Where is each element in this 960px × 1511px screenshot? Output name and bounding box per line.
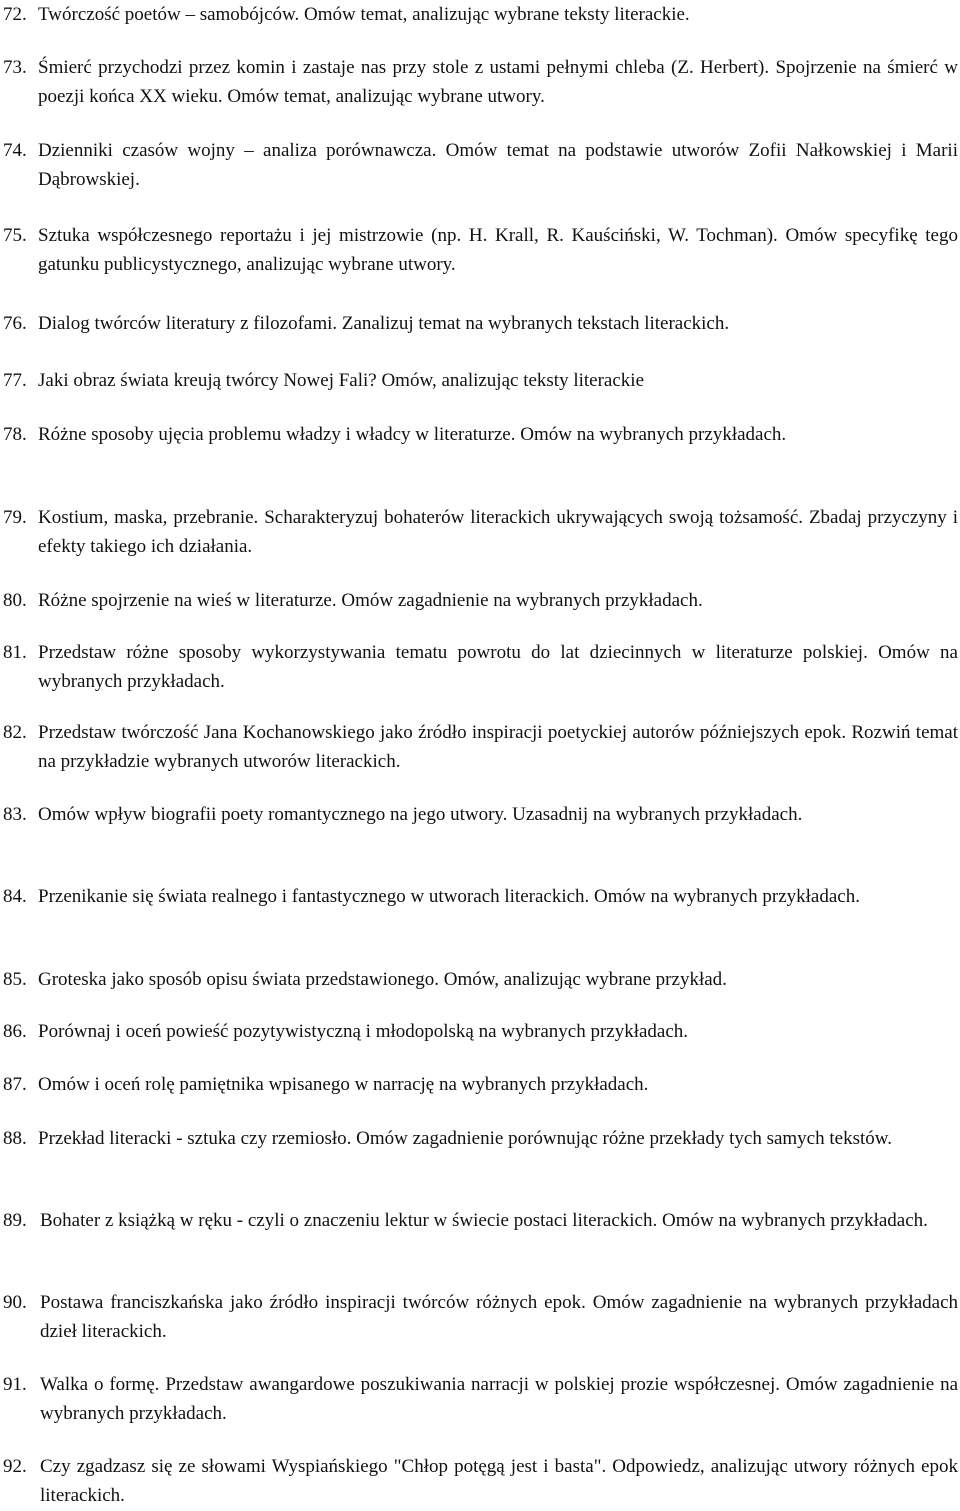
item-number: 73.: [3, 57, 27, 78]
item-number: 81.: [3, 642, 27, 663]
item-text: Jaki obraz świata kreują twórcy Nowej Fali? Omów, analizując teksty literackie: [38, 370, 645, 391]
list-item: [3, 366, 958, 395]
item-text: Różne sposoby ujęcia problemu władzy i władcy w literaturze. Omów na wybranych przykładach.: [38, 424, 787, 445]
list-item: [3, 638, 958, 696]
list-item: [3, 53, 958, 111]
item-number: 75.: [3, 225, 27, 246]
item-number: 87.: [3, 1074, 27, 1095]
list-item: [3, 420, 958, 449]
item-number: 79.: [3, 507, 27, 528]
item-number: 78.: [3, 424, 27, 445]
list-item: [3, 309, 958, 338]
list-item: [3, 882, 958, 911]
item-text: Śmierć przychodzi przez komin i zastaje nas przy stole z ustami pełnymi chleba (Z. Herbert). Spojrzenie na śmierć w poezji końca XX wieku. Omów temat, analizując wybrane utwory.: [38, 57, 958, 107]
item-number: 89.: [3, 1210, 27, 1231]
list-item: [3, 1452, 958, 1510]
item-text: Twórczość poetów – samobójców. Omów temat, analizując wybrane teksty literackie.: [38, 4, 690, 25]
item-text: Walka o formę. Przedstaw awangardowe poszukiwania narracji w polskiej prozie współczesnej. Omów zagadnienie na wybranych przykładach.: [40, 1374, 958, 1424]
item-number: 76.: [3, 313, 27, 334]
list-item: [3, 718, 958, 776]
item-text: Omów i oceń rolę pamiętnika wpisanego w narrację na wybranych przykładach.: [38, 1074, 649, 1095]
list-item: [3, 221, 958, 279]
item-number: 92.: [3, 1456, 27, 1477]
item-number: 84.: [3, 886, 27, 907]
item-number: 88.: [3, 1128, 27, 1149]
item-text: Czy zgadzasz się ze słowami Wyspiańskiego "Chłop potęgą jest i basta". Odpowiedz, analizując utwory różnych epok literackich.: [40, 1456, 958, 1506]
item-text: Bohater z książką w ręku - czyli o znaczeniu lektur w świecie postaci literackich. Omów na wybranych przykładach.: [40, 1210, 928, 1231]
item-number: 77.: [3, 370, 27, 391]
item-number: 80.: [3, 590, 27, 611]
item-text: Przekład literacki - sztuka czy rzemiosło. Omów zagadnienie porównując różne przekłady tych samych tekstów.: [38, 1128, 892, 1149]
list-item: [3, 800, 958, 829]
list-item: [3, 586, 958, 615]
item-text: Przenikanie się świata realnego i fantastycznego w utworach literackich. Omów na wybranych przykładach.: [38, 886, 860, 907]
list-item: [3, 136, 958, 194]
item-text: Groteska jako sposób opisu świata przedstawionego. Omów, analizując wybrane przykład.: [38, 969, 727, 990]
item-number: 74.: [3, 140, 27, 161]
list-item: [3, 1206, 958, 1235]
item-number: 90.: [3, 1292, 27, 1313]
item-number: 82.: [3, 722, 27, 743]
item-text: Dialog twórców literatury z filozofami. Zanalizuj temat na wybranych tekstach literackich.: [38, 313, 730, 334]
list-item: [3, 0, 958, 29]
item-number: 86.: [3, 1021, 27, 1042]
item-text: Kostium, maska, przebranie. Scharakteryzuj bohaterów literackich ukrywających swoją tożsamość. Zbadaj przyczyny i efekty takiego ich działania.: [38, 507, 958, 557]
item-text: Przedstaw twórczość Jana Kochanowskiego jako źródło inspiracji poetyckiej autorów późniejszych epok. Rozwiń temat na przykładzie wybranych utworów literackich.: [38, 722, 958, 772]
item-number: 83.: [3, 804, 27, 825]
list-item: [3, 503, 958, 561]
list-item: [3, 1070, 958, 1099]
item-text: Postawa franciszkańska jako źródło inspiracji twórców różnych epok. Omów zagadnienie na wybranych przykładach dzieł literackich.: [40, 1292, 958, 1342]
item-text: Dzienniki czasów wojny – analiza porównawcza. Omów temat na podstawie utworów Zofii Nałkowskiej i Marii Dąbrowskiej.: [38, 140, 958, 190]
item-number: 72.: [3, 4, 27, 25]
list-item: [3, 965, 958, 994]
item-text: Różne spojrzenie na wieś w literaturze. Omów zagadnienie na wybranych przykładach.: [38, 590, 703, 611]
item-number: 85.: [3, 969, 27, 990]
item-text: Przedstaw różne sposoby wykorzystywania tematu powrotu do lat dziecinnych w literaturze polskiej. Omów na wybranych przykładach.: [38, 642, 958, 692]
item-text: Sztuka współczesnego reportażu i jej mistrzowie (np. H. Krall, R. Kauściński, W. Tochman). Omów specyfikę tego gatunku publicystycznego, analizując wybrane utwory.: [38, 225, 958, 275]
list-item: [3, 1124, 958, 1153]
item-number: 91.: [3, 1374, 27, 1395]
list-item: [3, 1370, 958, 1428]
list-item: [3, 1288, 958, 1346]
item-text: Omów wpływ biografii poety romantycznego na jego utwory. Uzasadnij na wybranych przykładach.: [38, 804, 803, 825]
item-text: Porównaj i oceń powieść pozytywistyczną i młodopolską na wybranych przykładach.: [38, 1021, 689, 1042]
list-item: [3, 1017, 958, 1046]
